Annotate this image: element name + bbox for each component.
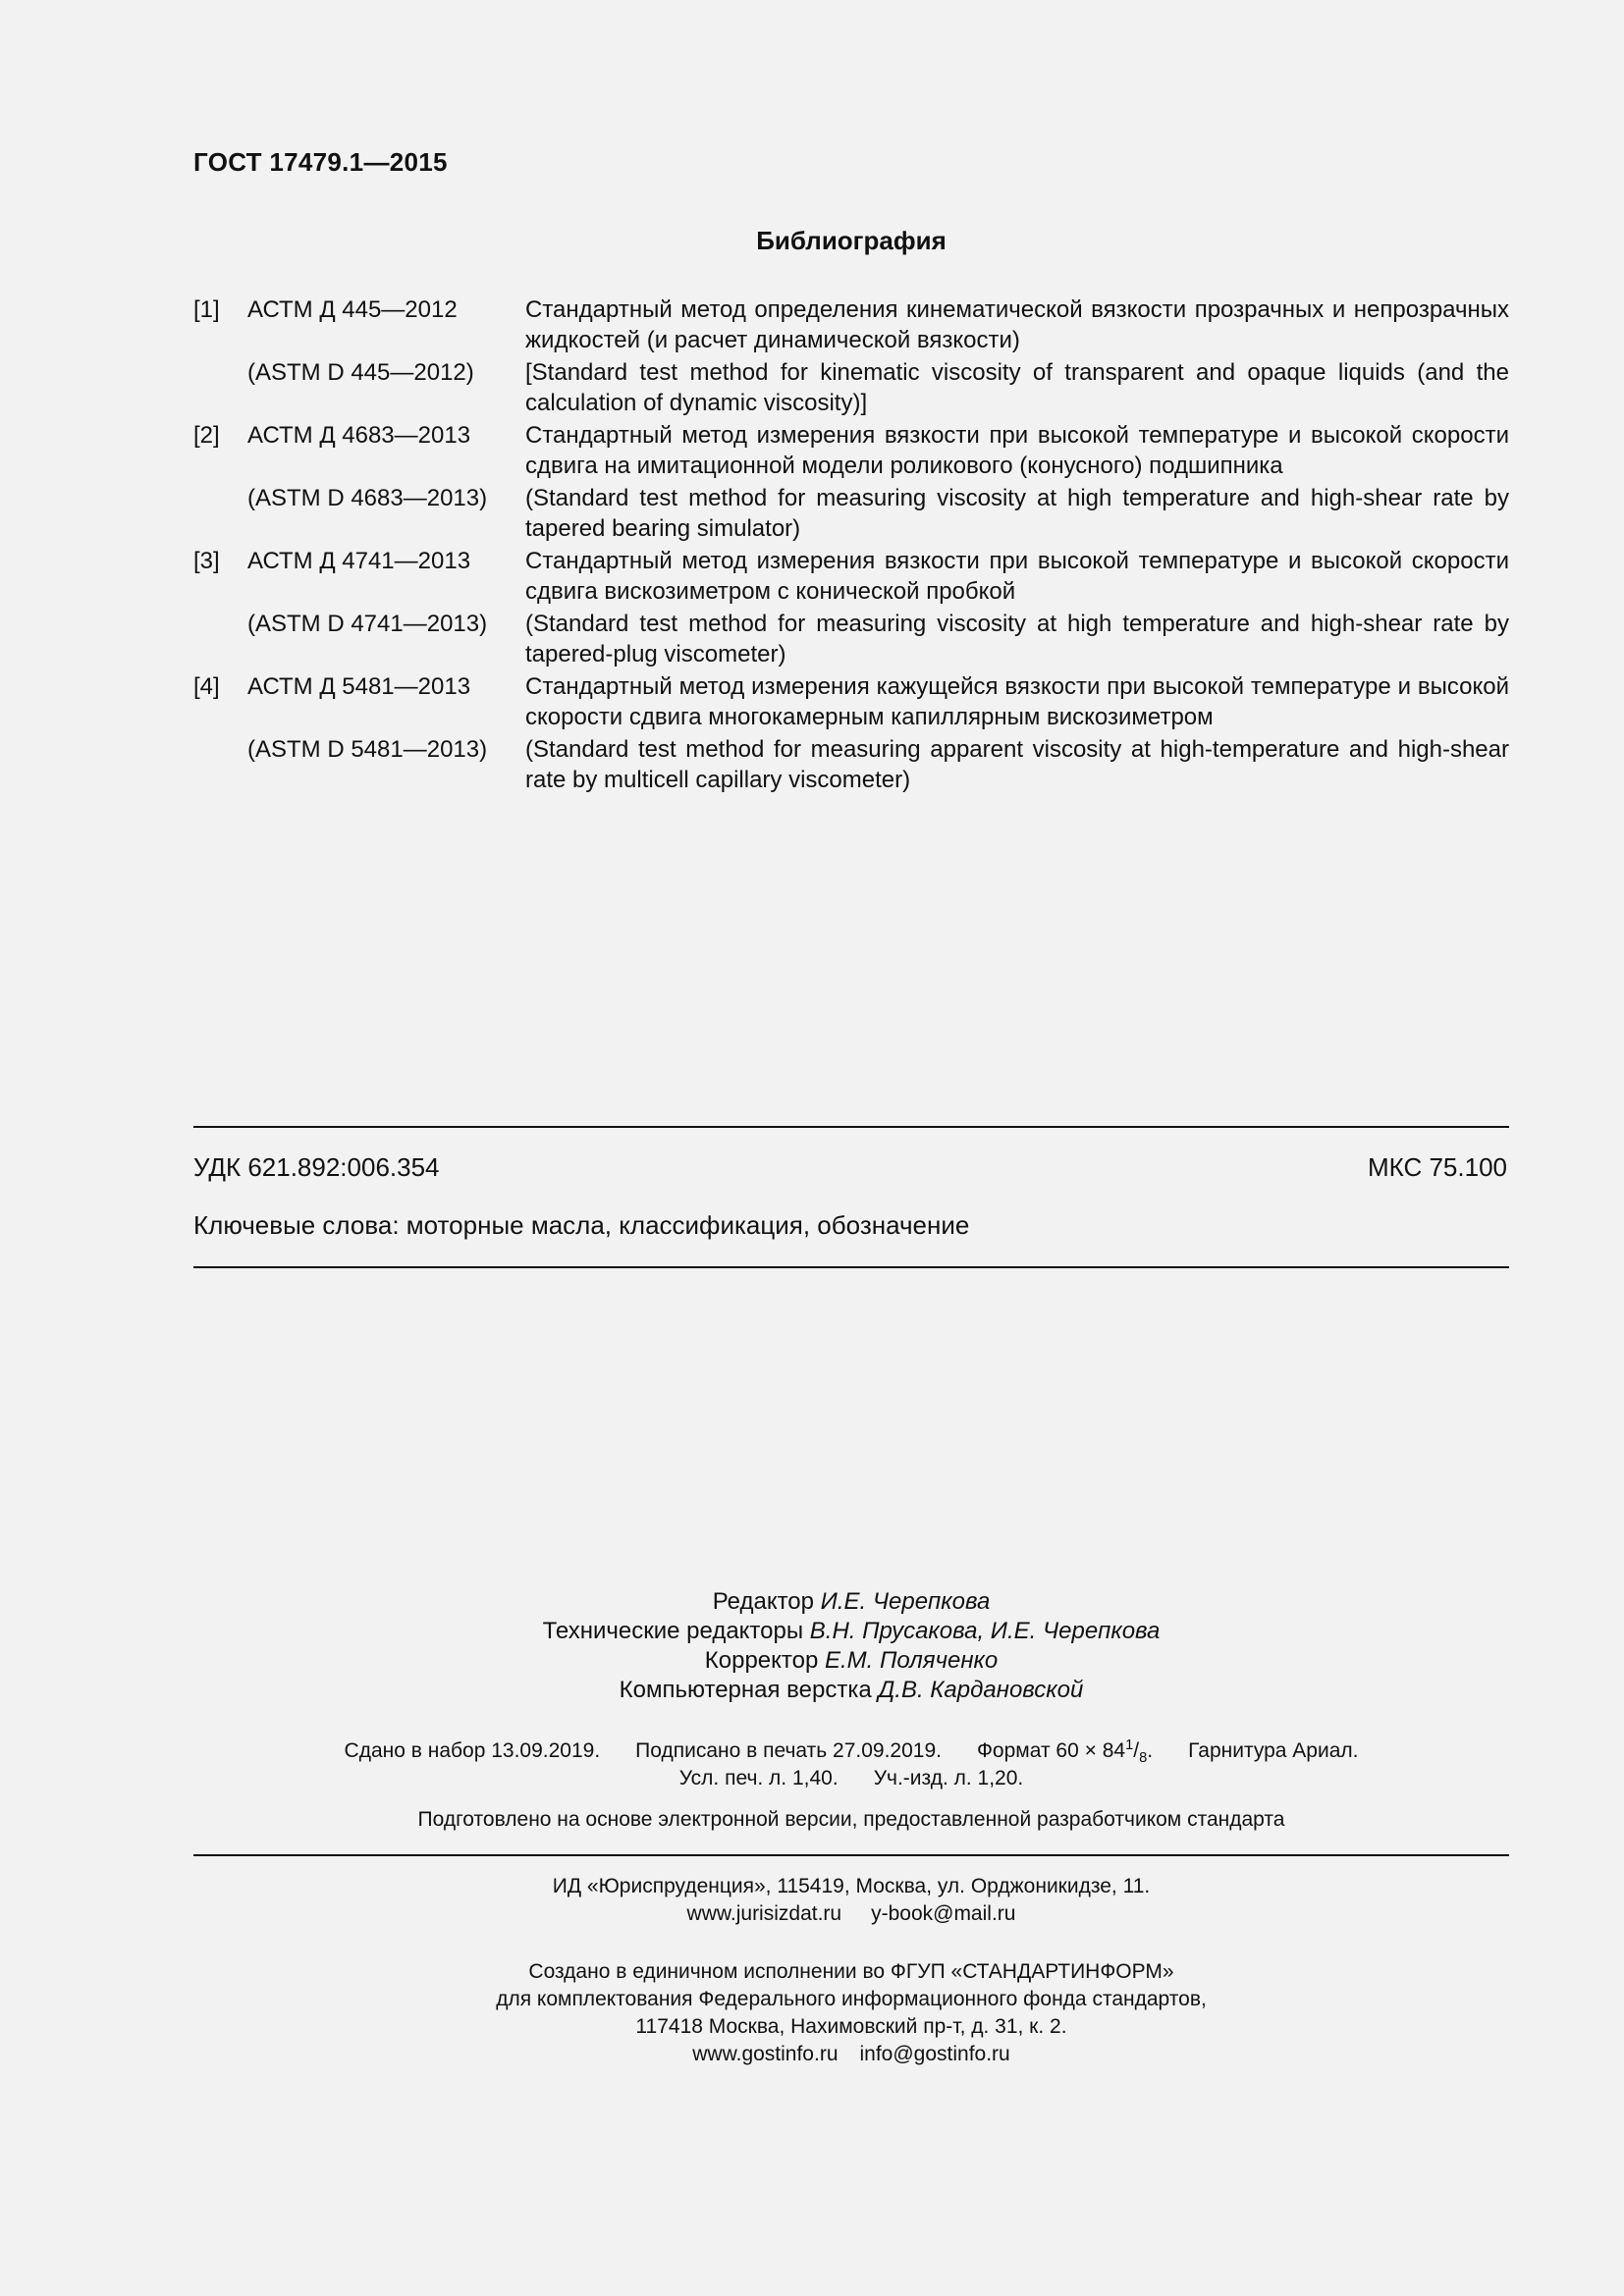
entry-text-ru: Стандартный метод измерения вязкости при высокой температуре и высокой скорости сдвига на имитационной модели роликового (конусного) подшипника: [525, 422, 1509, 479]
entry-number: [2]: [193, 422, 220, 449]
publisher-site: www.jurisizdat.ru: [686, 1902, 842, 1925]
bibliography-entry-ru: [193, 671, 1509, 732]
entry-text-ru: Стандартный метод измерения кажущейся вязкости при высокой температуре и высокой скорости сдвига многокамерным капиллярным вискозиметром: [525, 673, 1509, 730]
created-site: www.gostinfo.ru: [692, 2043, 839, 2065]
bibliography-entry-ru: [193, 546, 1509, 607]
entry-number: [1]: [193, 296, 220, 323]
created-line3: 117418 Москва, Нахимовский пр-т, д. 31, к. 2.: [635, 2015, 1067, 2038]
entry-code-en: (ASTM D 4741—2013): [247, 611, 488, 637]
publisher-email: y-book@mail.ru: [871, 1902, 1016, 1925]
bibliography-entry-en: [193, 734, 1509, 795]
entry-text-ru: Стандартный метод измерения вязкости при высокой температуре и высокой скорости сдвига вискозиметром с конической пробкой: [525, 548, 1509, 605]
publisher-block: [0, 1873, 1624, 1928]
entry-code-en: (ASTM D 5481—2013): [247, 736, 488, 763]
entry-number: [3]: [193, 548, 220, 574]
bibliography-entry-ru: [193, 294, 1509, 355]
standard-code: ГОСТ 17479.1—2015: [193, 147, 448, 177]
credit-corrector: Корректор Е.М. Поляченко: [704, 1647, 999, 1674]
created-block: [0, 1958, 1624, 2068]
mks-code: МКС 75.100: [1367, 1152, 1507, 1182]
bibliography-entry-en: [193, 357, 1509, 418]
entry-text-ru: Стандартный метод определения кинематической вязкости прозрачных и непрозрачных жидкостей (и расчет динамической вязкости): [525, 296, 1509, 353]
entry-code-ru: АСТМ Д 4741—2013: [247, 548, 471, 574]
keywords: Ключевые слова: моторные масла, классификация, обозначение: [193, 1210, 970, 1240]
created-line1: Создано в единичном исполнении во ФГУП «СТАНДАРТИНФОРМ»: [528, 1960, 1174, 1983]
bibliography-entry-en: [193, 483, 1509, 544]
created-contacts: [0, 2041, 1624, 2068]
entry-text-en: (Standard test method for measuring apparent viscosity at high-temperature and high-shear rate by multicell capillary viscometer): [525, 736, 1509, 793]
divider-bottom: [193, 1266, 1509, 1268]
created-email: info@gostinfo.ru: [859, 2043, 1010, 2065]
entry-text-en: [Standard test method for kinematic viscosity of transparent and opaque liquids (and the calculation of dynamic viscosity)]: [525, 359, 1509, 416]
divider-top: [193, 1126, 1509, 1128]
created-line2: для комплектования Федерального информационного фонда стандартов,: [496, 1988, 1207, 2010]
entry-code-ru: АСТМ Д 5481—2013: [247, 673, 471, 700]
entry-code-ru: АСТМ Д 4683—2013: [247, 422, 471, 449]
publisher-address: ИД «Юриспруденция», 115419, Москва, ул. Орджоникидзе, 11.: [552, 1875, 1151, 1897]
print-info-line1: Сдано в набор 13.09.2019. Подписано в печать 27.09.2019. Формат $60 \times 84^1/_8$. Гарнитура Ариал.: [344, 1737, 1359, 1767]
udk-code: УДК 621.892:006.354: [193, 1152, 440, 1182]
entry-number: [4]: [193, 673, 220, 700]
bibliography-list: [193, 294, 1509, 797]
credit-editor: Редактор И.Е. Черепкова: [712, 1588, 991, 1615]
credit-tech-editors: Технические редакторы В.Н. Прусакова, И.Е. Черепкова: [542, 1618, 1161, 1644]
prepared-note: Подготовлено на основе электронной версии, предоставленной разработчиком стандарта: [417, 1808, 1285, 1831]
credits-block: [0, 1587, 1624, 1705]
entry-text-en: (Standard test method for measuring viscosity at high temperature and high-shear rate by tapered-plug viscometer): [525, 611, 1509, 667]
divider-publisher: [193, 1854, 1509, 1856]
entry-code-en: (ASTM D 445—2012): [247, 359, 474, 386]
bibliography-entry-ru: [193, 420, 1509, 481]
print-info: [0, 1737, 1624, 1792]
bibliography-title: Библиография: [756, 226, 947, 255]
entry-text-en: (Standard test method for measuring viscosity at high temperature and high-shear rate by tapered bearing simulator): [525, 485, 1509, 542]
print-info-line2: Усл. печ. л. 1,40. Уч.-изд. л. 1,20.: [678, 1767, 1024, 1789]
bibliography-entry-en: [193, 609, 1509, 669]
entry-code-ru: АСТМ Д 445—2012: [247, 296, 458, 323]
entry-code-en: (ASTM D 4683—2013): [247, 485, 488, 511]
publisher-contacts: [0, 1900, 1624, 1928]
credit-layout: Компьютерная верстка Д.В. Кардановской: [619, 1677, 1084, 1703]
